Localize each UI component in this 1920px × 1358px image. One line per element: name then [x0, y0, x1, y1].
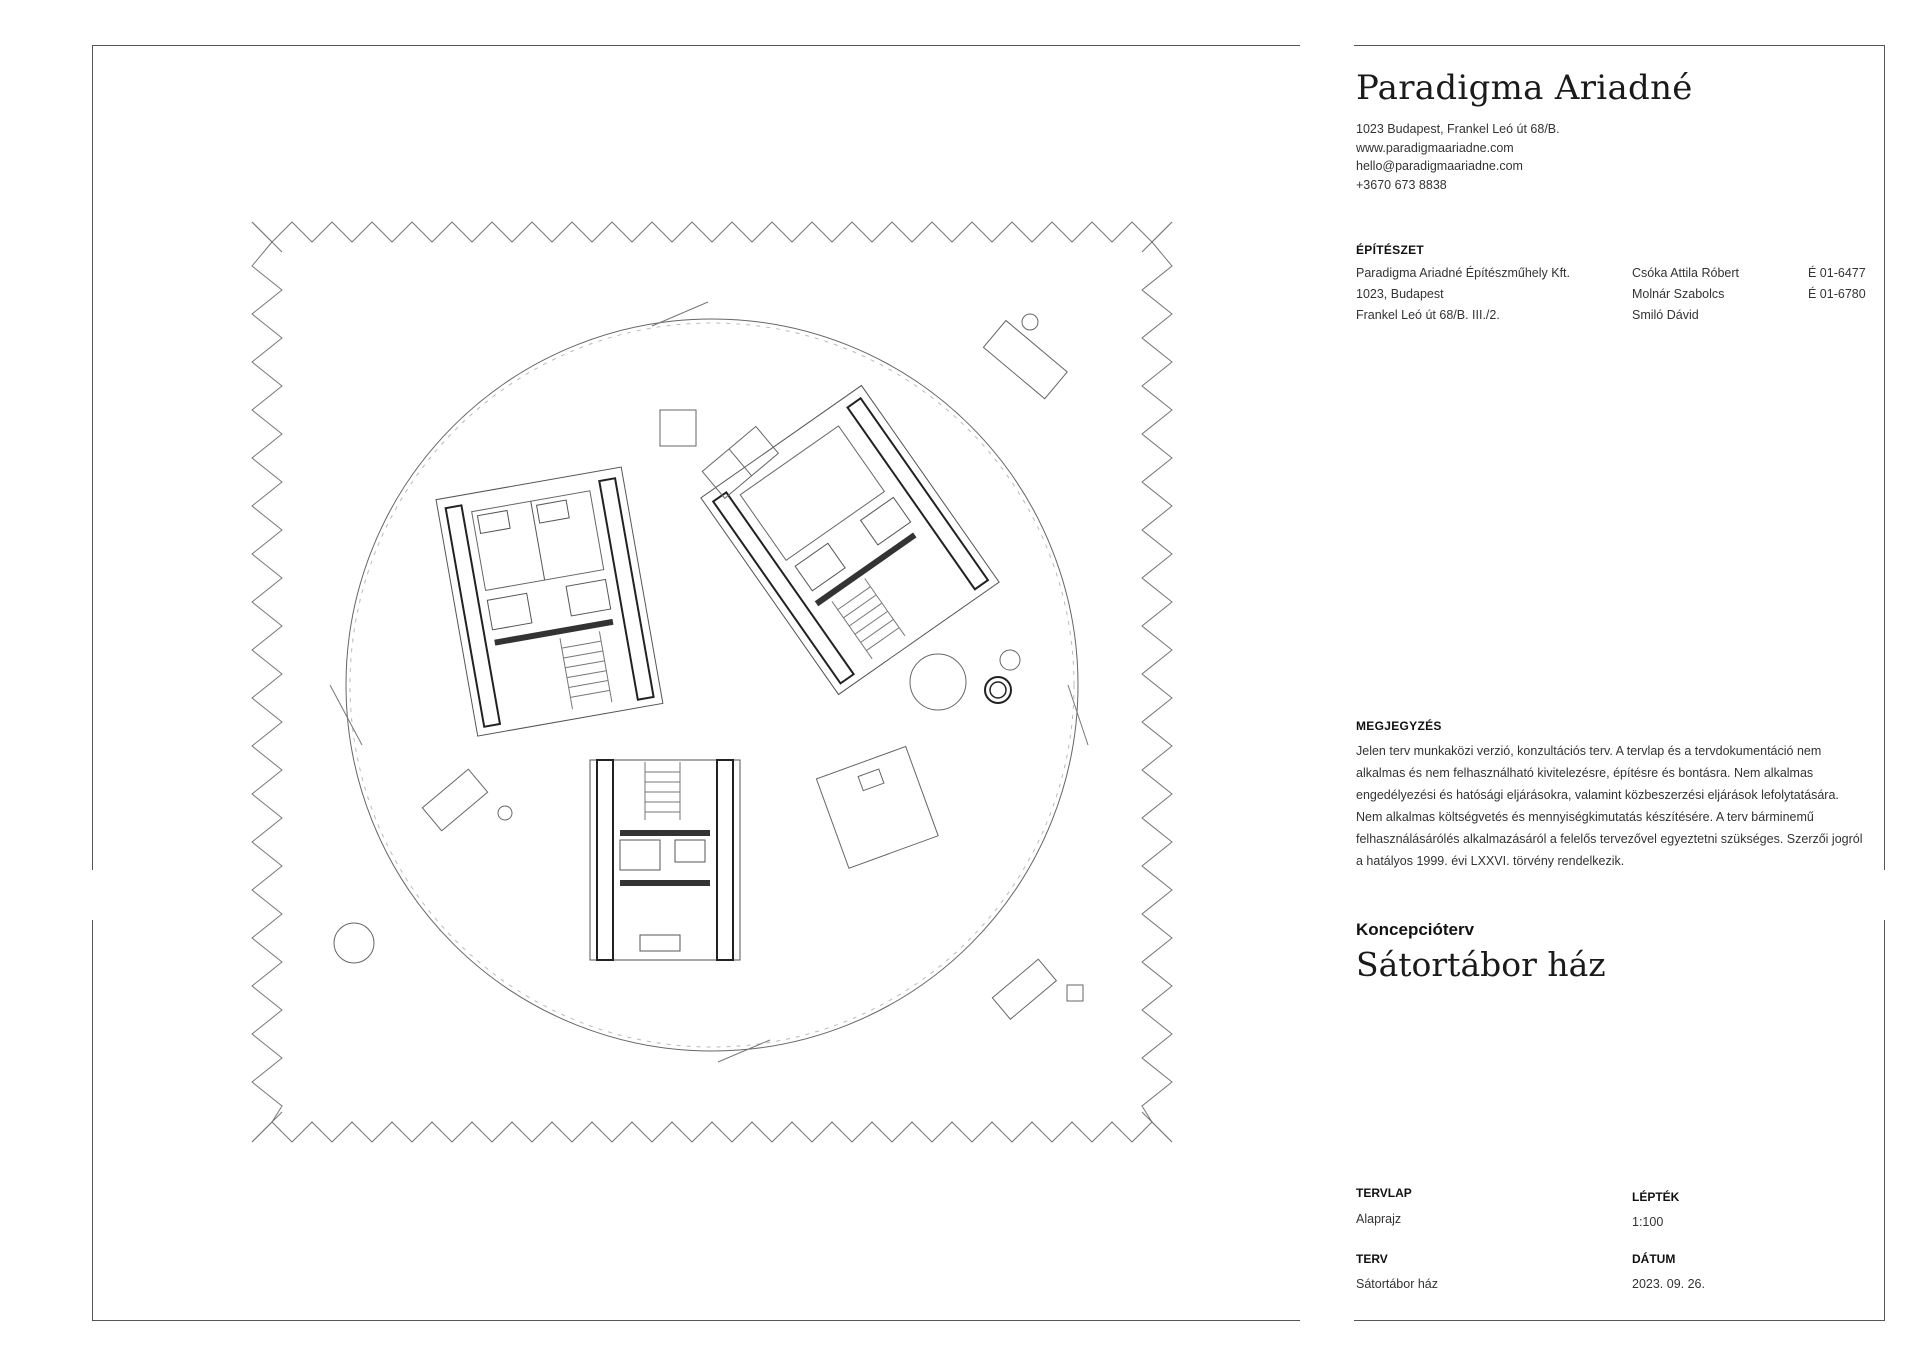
architect-name: Smiló Dávid	[1632, 308, 1699, 322]
scale-label: LÉPTÉK	[1632, 1190, 1680, 1204]
sheet-label: TERVLAP	[1356, 1186, 1412, 1200]
architect-licenses	[1808, 263, 1866, 305]
scale-value: 1:100	[1632, 1215, 1664, 1229]
notes-text: Jelen terv munkaközi verzió, konzultációs terv. A tervlap és a tervdokumentáció nem alkalmas és nem felhasználható kivitelezésre, építésre és bontásra. Nem alkalmas engedélyezési és hatósági eljárásokra, valamint közbeszerzési eljárások lefolytatására. Nem alkalmas költségvetés és mennyiségkimutatás készítésére. A terv bárminemű felhasználásárólés alkalmazásáról a felelős tervezővel egyeztetni szükséges. Szerzői jogról a hatályos 1999. évi LXXVI. törvény rendelkezik.	[1356, 744, 1863, 868]
studio-name: Paradigma Ariadné	[1356, 68, 1693, 108]
cabin-left	[436, 467, 663, 736]
architect-license: É 01-6477	[1808, 266, 1866, 280]
date-label: DÁTUM	[1632, 1252, 1676, 1266]
studio-phone: +3670 673 8838	[1356, 177, 1447, 192]
tent-zigzag-outline	[252, 222, 1172, 1142]
site-furniture	[334, 314, 1083, 1019]
architect-name: Molnár Szabolcs	[1632, 287, 1725, 301]
studio-website[interactable]: www.paradigmaariadne.com	[1356, 140, 1514, 155]
cabin-right	[701, 385, 999, 694]
architect-name: Csóka Attila Róbert	[1632, 266, 1739, 280]
round-table	[910, 654, 966, 710]
entrance-door-top	[652, 302, 708, 326]
studio-address: 1023 Budapest, Frankel Leó út 68/B.	[1356, 122, 1560, 136]
architect-names	[1632, 263, 1739, 326]
notes-heading: MEGJEGYZÉS	[1356, 719, 1442, 733]
rug	[816, 746, 938, 868]
studio-email[interactable]: hello@paradigmaariadne.com	[1356, 159, 1523, 173]
company-line: Paradigma Ariadné Építészműhely Kft.	[1356, 266, 1571, 280]
side-table	[660, 410, 696, 446]
sheet-value: Alaprajz	[1356, 1212, 1402, 1226]
date-value: 2023. 09. 26.	[1632, 1277, 1705, 1291]
plan-value: Sátortábor ház	[1356, 1277, 1438, 1291]
cabin-bottom	[590, 760, 740, 960]
studio-contact	[1356, 120, 1560, 194]
project-title: Sátortábor ház	[1356, 945, 1606, 984]
architecture-company	[1356, 263, 1570, 326]
architecture-heading: ÉPÍTÉSZET	[1356, 243, 1425, 257]
document-type: Koncepcióterv	[1356, 920, 1475, 939]
architect-license: É 01-6780	[1808, 287, 1866, 301]
company-line: 1023, Budapest	[1356, 287, 1444, 301]
company-line: Frankel Leó út 68/B. III./2.	[1356, 308, 1500, 322]
plan-label: TERV	[1356, 1252, 1388, 1266]
